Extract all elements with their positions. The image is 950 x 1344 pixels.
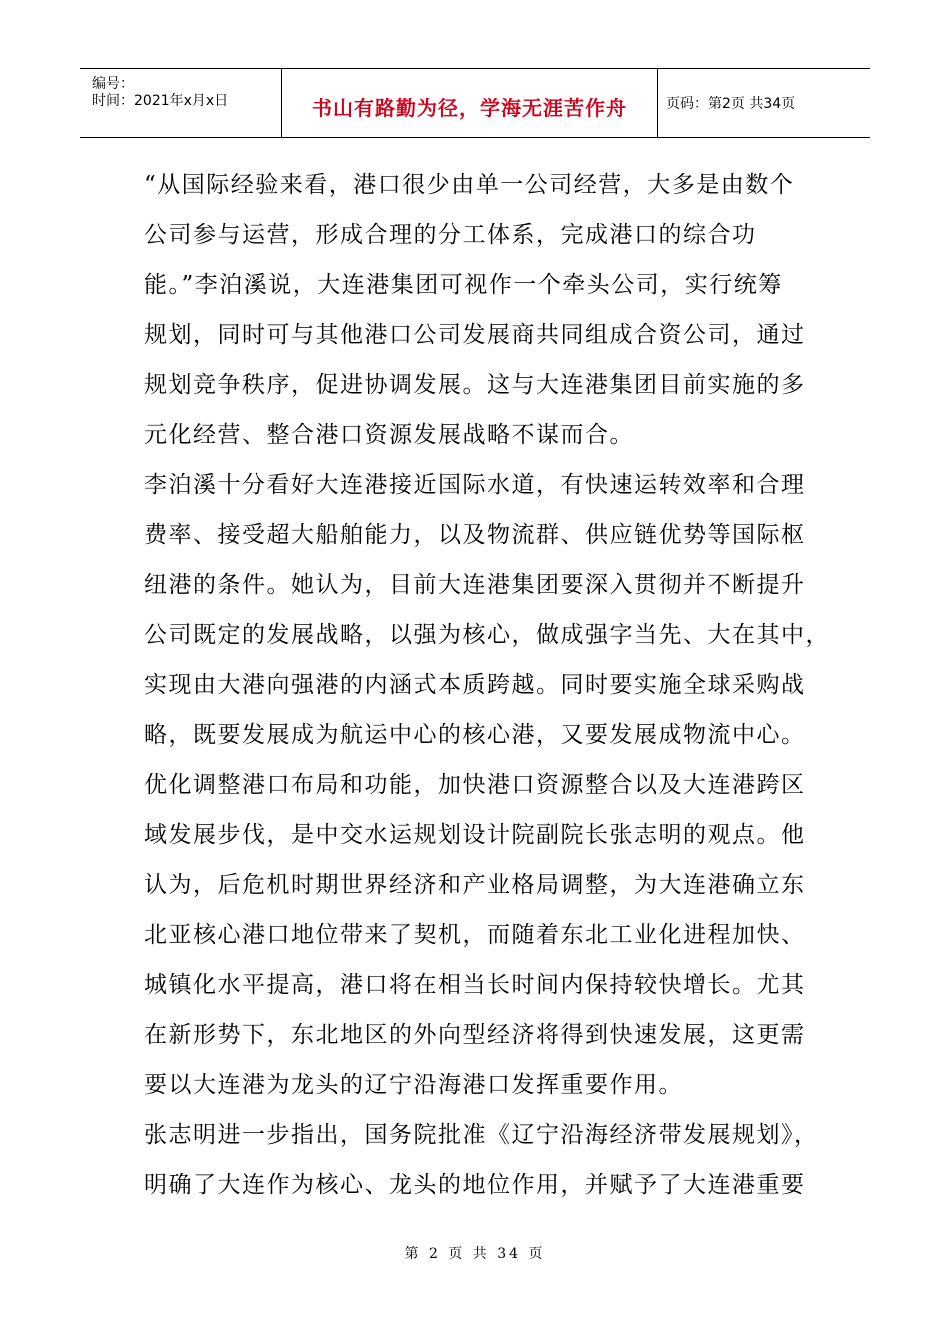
paragraph [144, 460, 830, 760]
text-line: 要以大连港为龙头的辽宁沿海港口发挥重要作用。 [144, 1072, 683, 1098]
header-motto-cell [282, 69, 658, 137]
text-line: 李泊溪十分看好大连港接近国际水道，有快速运转效率和合理 [144, 472, 806, 498]
text-line: 北亚核心港口地位带来了契机，而随着东北工业化进程加快、 [144, 922, 806, 948]
paragraph [144, 760, 814, 1110]
text-line: “从国际经验来看，港口很少由单一公司经营，大多是由数个 [144, 172, 795, 198]
motto: 书山有路勤为径，学海无涯苦作舟 [312, 96, 627, 120]
page-header [80, 68, 870, 138]
text-line: 规划竞争秩序，促进协调发展。这与大连港集团目前实施的多 [144, 372, 806, 398]
text-line: 能。”李泊溪说，大连港集团可视作一个牵头公司，实行统筹 [144, 272, 783, 298]
text-line: 元化经营、整合港口资源发展战略不谋而合。 [144, 422, 634, 448]
header-page-cell [658, 69, 870, 137]
text-line: 张志明进一步指出，国务院批准《辽宁沿海经济带发展规划》， [144, 1122, 819, 1148]
page-footer: 第 2 页 共 34 页 [404, 1246, 546, 1262]
paragraph [144, 160, 814, 460]
text-line: 认为，后危机时期世界经济和产业格局调整，为大连港确立东 [144, 872, 806, 898]
text-line: 费率、接受超大船舶能力，以及物流群、供应链优势等国际枢 [144, 522, 806, 548]
text-line: 明确了大连作为核心、龙头的地位作用，并赋予了大连港重要 [144, 1172, 806, 1198]
text-line: 域发展步伐，是中交水运规划设计院副院长张志明的观点。他 [144, 822, 806, 848]
text-line: 优化调整港口布局和功能，加快港口资源整合以及大连港跨区 [144, 772, 806, 798]
text-line: 在新形势下，东北地区的外向型经济将得到快速发展，这更需 [144, 1022, 806, 1048]
number-label: 编号： [92, 76, 134, 92]
time-label: 时间：2021年x月x日 [92, 93, 229, 109]
text-line: 实现由大港向强港的内涵式本质跨越。同时要实施全球采购战 [144, 672, 806, 698]
paragraph [144, 1110, 819, 1210]
text-line: 公司参与运营，形成合理的分工体系，完成港口的综合功 [144, 222, 757, 248]
header-meta-cell [80, 69, 282, 137]
text-line: 城镇化水平提高，港口将在相当长时间内保持较快增长。尤其 [144, 972, 806, 998]
document-body [144, 160, 830, 1210]
text-line: 公司既定的发展战略，以强为核心，做成强字当先、大在其中， [144, 622, 830, 648]
page-info: 页码：第2页 共34页 [666, 96, 796, 112]
text-line: 规划，同时可与其他港口公司发展商共同组成合资公司，通过 [144, 322, 806, 348]
text-line: 纽港的条件。她认为，目前大连港集团要深入贯彻并不断提升 [144, 572, 806, 598]
text-line: 略，既要发展成为航运中心的核心港，又要发展成物流中心。 [144, 722, 806, 748]
